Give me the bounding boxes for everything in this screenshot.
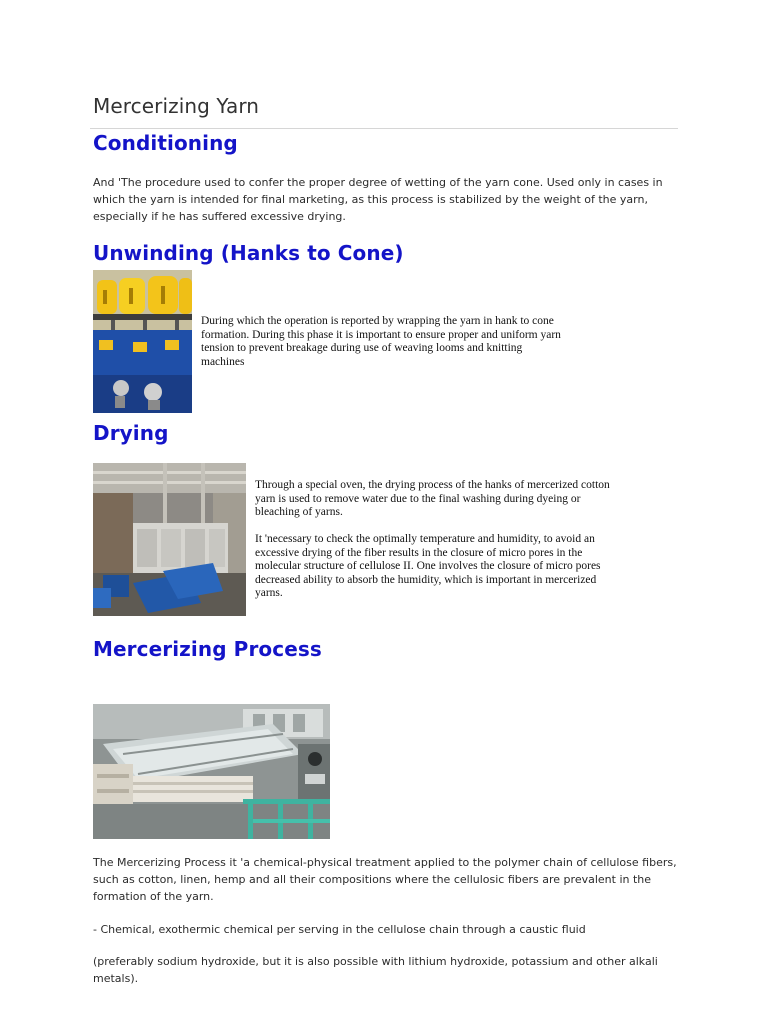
drying-paragraph-2: It 'necessary to check the optimally temperature and humidity, to avoid an excessive drying of the fiber results in the closure of micro pores in the molecular structure of cellulose II. One involves the closure of micro pores decreased ability to absorb the humidity, which is important in mercerized yarns.	[255, 533, 601, 599]
mercerizing-paragraph-1: The Mercerizing Process it 'a chemical-physical treatment applied to the polymer chain of cellulose fibers, such as cotton, linen, hemp and all their compositions where the cellulosic fibers are prevalent in the formation of the yarn.	[93, 856, 677, 903]
mercerizing-paragraph-3: (preferably sodium hydroxide, but it is also possible with lithium hydroxide, potassium and other alkali metals).	[93, 955, 658, 985]
mercerizing-heading: Mercerizing Process	[93, 637, 322, 661]
conditioning-heading: Conditioning	[93, 131, 238, 155]
unwinding-machine-photo	[93, 270, 192, 413]
mercerizing-machine-photo	[93, 704, 330, 839]
page-title: Mercerizing Yarn	[93, 94, 260, 118]
conditioning-paragraph: And 'The procedure used to confer the proper degree of wetting of the yarn cone. Used only in cases in which the yarn is intended for final marketing, as this process is stabilized by the weight of the yarn, especially if he has suffered excessive drying.	[93, 176, 663, 223]
unwinding-heading: Unwinding (Hanks to Cone)	[93, 241, 404, 265]
title-divider	[90, 128, 678, 129]
mercerizing-paragraph-2: - Chemical, exothermic chemical per serving in the cellulose chain through a caustic fluid	[93, 923, 586, 936]
drying-oven-photo	[93, 463, 246, 616]
drying-paragraph-1: Through a special oven, the drying process of the hanks of mercerized cotton yarn is used to remove water due to the final washing during dyeing or bleaching of yarns.	[255, 479, 610, 518]
unwinding-paragraph: During which the operation is reported by wrapping the yarn in hank to cone formation. During this phase it is important to ensure proper and uniform yarn tension to prevent breakage during use of weaving looms and knitting machines	[201, 315, 561, 368]
drying-heading: Drying	[93, 421, 169, 445]
